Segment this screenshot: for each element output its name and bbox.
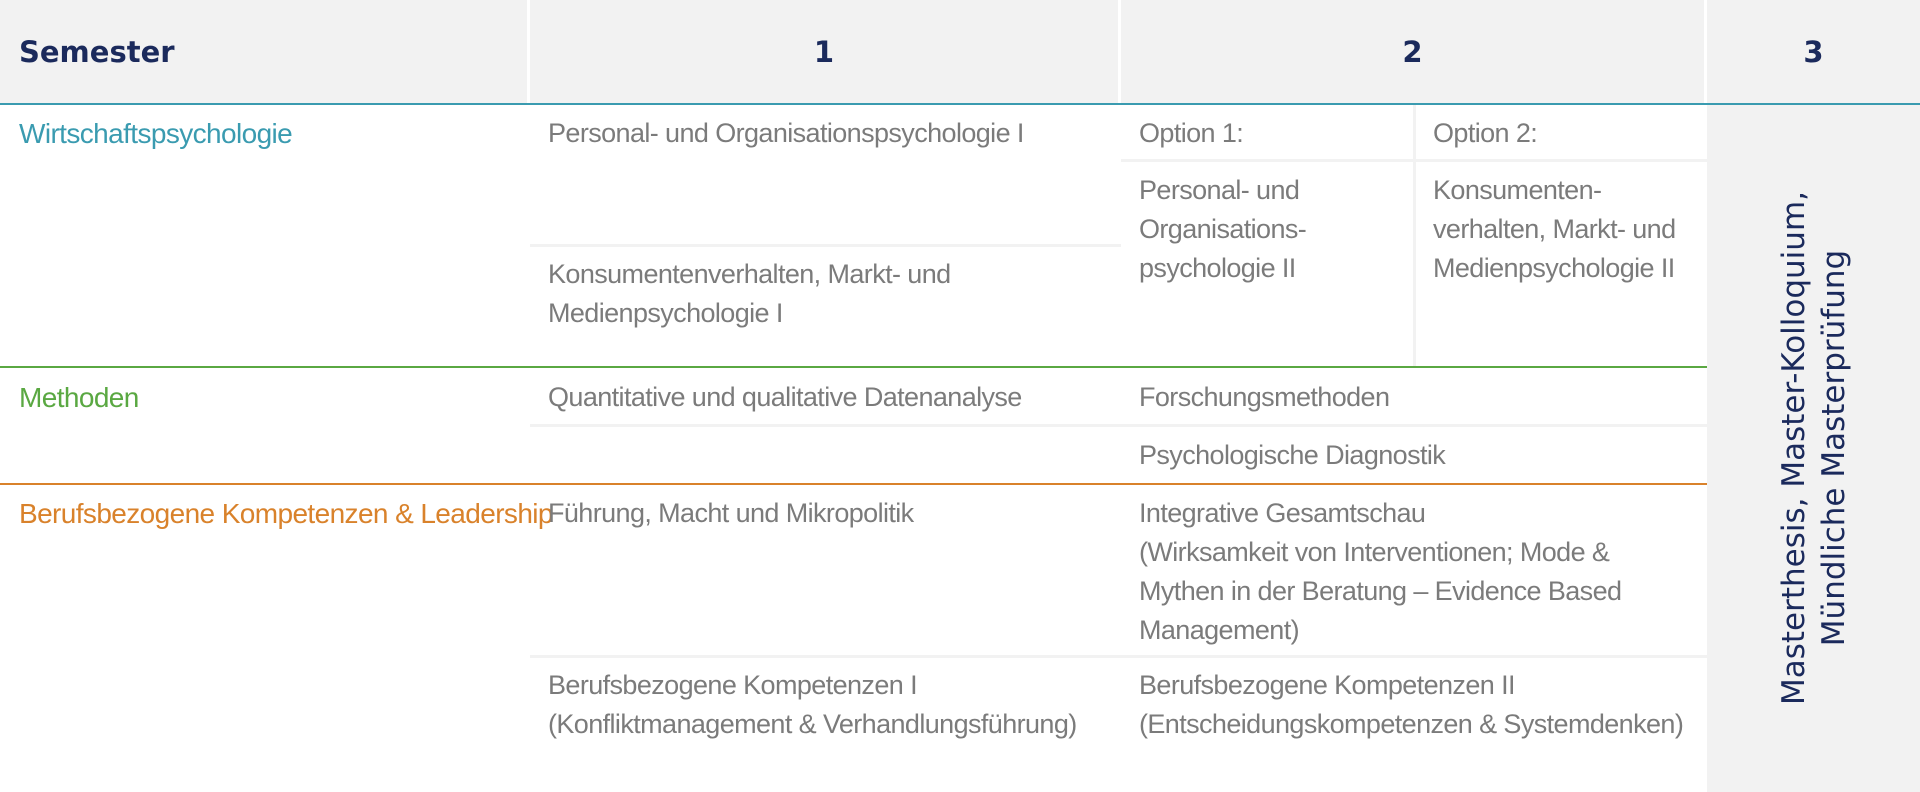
header-semester-1: 1 [813, 35, 835, 69]
option-1-label: Option 1: [1139, 118, 1244, 148]
methoden-rule [0, 366, 1707, 368]
header-semester-3: 3 [1803, 35, 1824, 69]
beruf-rule [0, 483, 1707, 485]
module-text: Organisations- [1139, 214, 1307, 244]
module-text: Medienpsychologie I [548, 298, 783, 328]
module-berufsbezogene-kompetenzen-1 [548, 666, 1118, 744]
module-text: (Entscheidungskompetenzen & Systemdenken) [1139, 709, 1684, 739]
category-wirtschaftspsychologie: Wirtschaftspsychologie [19, 118, 293, 149]
category-methoden: Methoden [19, 382, 139, 413]
module-psychologische-diagnostik: Psychologische Diagnostik [1139, 440, 1446, 470]
semester3-line: Mündliche Masterprüfung [1815, 249, 1852, 647]
module-text: Berufsbezogene Kompetenzen I [548, 670, 917, 700]
category-berufsbezogene-kompetenzen: Berufsbezogene Kompetenzen & Leadership [19, 498, 553, 529]
row-divider [530, 244, 1121, 247]
module-konsumentenverhalten-1 [548, 255, 1108, 333]
module-text: (Wirksamkeit von Interventionen; Mode & [1139, 537, 1610, 567]
module-konsumentenverhalten-2 [1433, 171, 1705, 288]
module-datenanalyse: Quantitative und qualitative Datenanalyse [548, 382, 1022, 412]
option-2-label: Option 2: [1433, 118, 1538, 148]
row-divider [530, 424, 1707, 427]
semester3-line: Masterthesis, Master-Kolloquium, [1775, 191, 1812, 706]
module-integrative-gesamtschau [1139, 494, 1704, 650]
row-divider [530, 655, 1707, 658]
module-text: Mythen in der Beratung – Evidence Based [1139, 576, 1622, 606]
module-fuehrung-macht-mikropolitik: Führung, Macht und Mikropolitik [548, 498, 914, 528]
header-rule [0, 103, 1920, 105]
module-personal-organisationspsychologie-1 [548, 114, 1108, 153]
module-text: (Konfliktmanagement & Verhandlungsführung) [548, 709, 1077, 739]
semester3-text [1774, 148, 1854, 748]
module-text: Integrative Gesamtschau [1139, 498, 1426, 528]
module-berufsbezogene-kompetenzen-2 [1139, 666, 1705, 744]
module-text: Management) [1139, 615, 1299, 645]
module-personal-organisationspsychologie-2 [1139, 171, 1409, 288]
module-forschungsmethoden: Forschungsmethoden [1139, 382, 1390, 412]
module-text: verhalten, Markt- und [1433, 214, 1676, 244]
module-text: psychologie II [1139, 253, 1296, 283]
module-text: Personal- und Organisationspsychologie I [548, 118, 1024, 148]
module-text: Medienpsychologie II [1433, 253, 1675, 283]
module-text: Konsumenten- [1433, 175, 1602, 205]
header-semester-label: Semester [19, 35, 175, 69]
semester3-cell [1707, 104, 1920, 792]
module-text: Konsumentenverhalten, Markt- und [548, 259, 951, 289]
module-text: Berufsbezogene Kompetenzen II [1139, 670, 1515, 700]
module-text: Personal- und [1139, 175, 1300, 205]
option-divider [1413, 105, 1416, 366]
header-semester-2: 2 [1402, 35, 1423, 69]
